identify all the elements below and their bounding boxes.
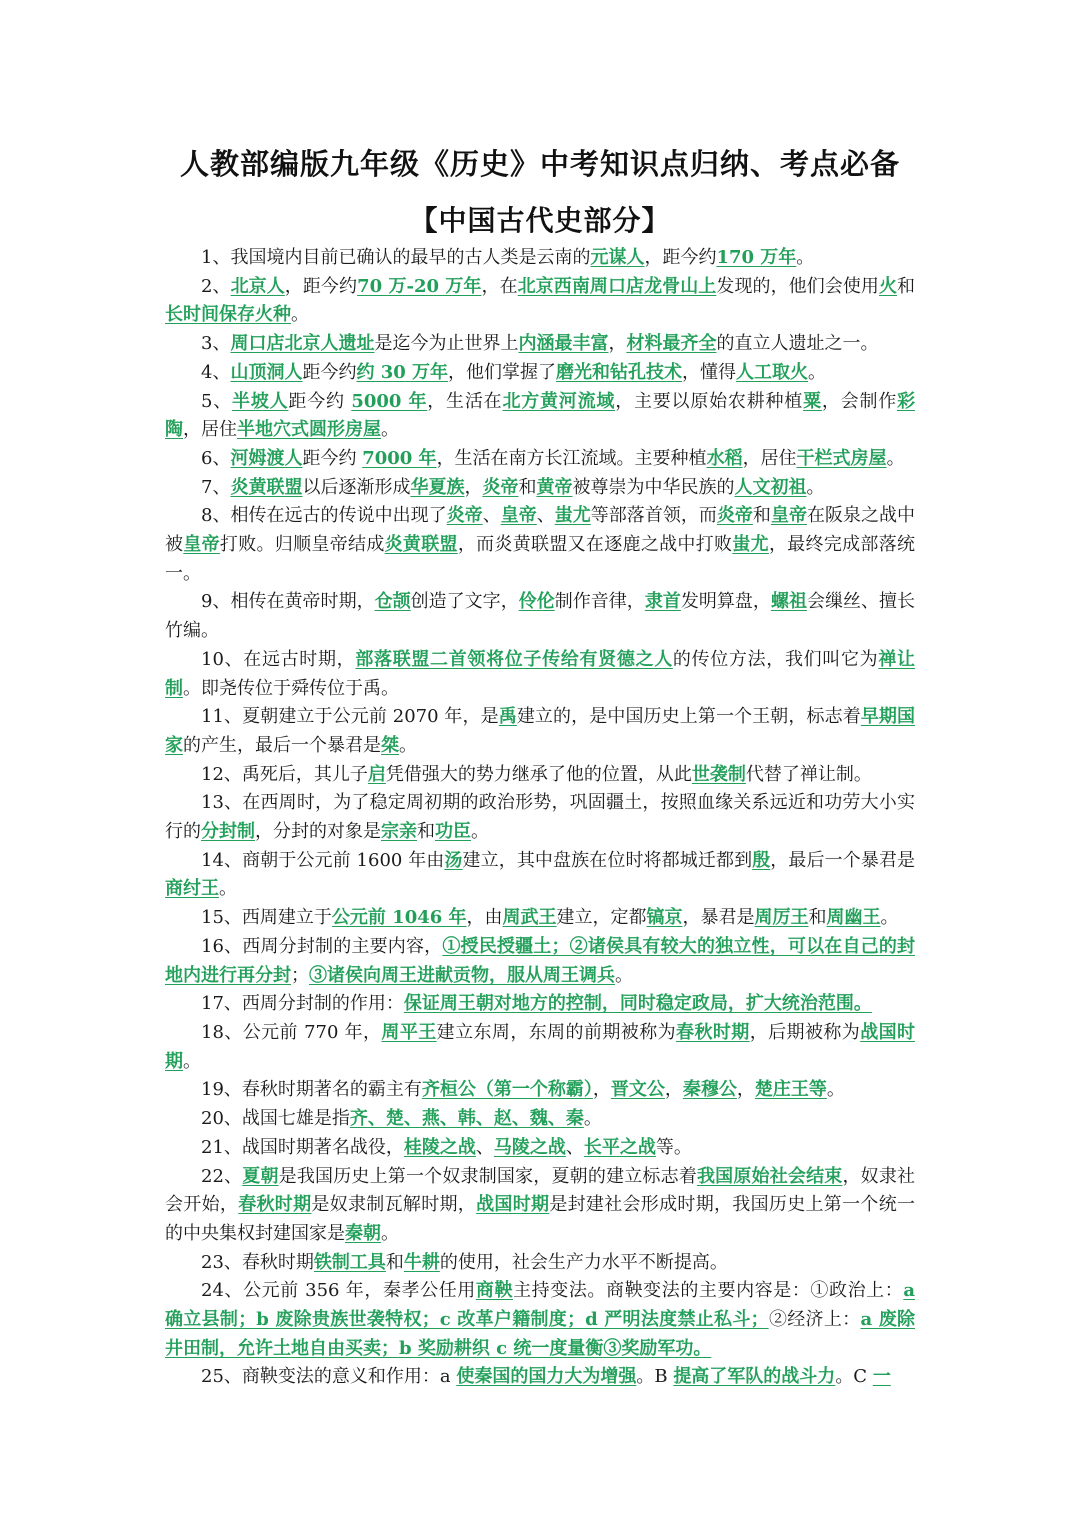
knowledge-point-14	[165, 847, 915, 904]
keyword: 楚庄王等	[754, 1079, 827, 1101]
text: ②经济上：	[768, 1309, 861, 1331]
text: 。	[183, 1050, 201, 1072]
keyword: 分封制	[201, 821, 255, 843]
text: 的直立人遗址之一。	[716, 333, 879, 355]
text: 是封建社会形成时期，我国历史上第一个统一的中央集权封建国家是	[165, 1194, 916, 1244]
knowledge-point-24	[165, 1277, 915, 1363]
keyword: 彩陶	[165, 390, 916, 441]
keyword: 北京西南周口店龙骨山上	[517, 275, 717, 297]
knowledge-point-10	[165, 646, 915, 703]
keyword: 功臣	[435, 821, 471, 843]
keyword: 华夏族	[410, 476, 465, 498]
text: ，后期被称为	[749, 1021, 861, 1043]
text: 。C	[835, 1366, 873, 1388]
knowledge-point-3	[165, 330, 915, 359]
knowledge-point-20	[165, 1105, 915, 1134]
keyword: 牛耕	[403, 1251, 440, 1273]
text: 17、西周分封制的作用：	[201, 993, 404, 1015]
keyword: 火	[878, 275, 898, 297]
text: ，距今约	[284, 275, 358, 297]
keyword: 周幽王	[826, 907, 881, 929]
keyword: 启	[367, 763, 386, 785]
keyword: 部落联盟二首领将位子传给有贤德之人	[355, 648, 673, 670]
keyword: 隶首	[644, 591, 681, 613]
text: 距今约	[288, 390, 352, 412]
text: 。	[291, 304, 309, 326]
keyword: 炎帝	[716, 505, 753, 527]
text: 11、夏朝建立于公元前 2070 年，是	[201, 706, 499, 728]
text: ，在	[481, 275, 518, 297]
text: 1、我国境内目前已确认的最早的古人类是云南的	[201, 247, 591, 268]
text: 。	[806, 476, 825, 498]
keyword: a 确立县制；b 废除贵族世袭特权；c 改革户籍制度；d 严明法度禁止私斗；	[165, 1280, 916, 1331]
knowledge-point-6	[165, 445, 915, 474]
keyword: 内涵最丰富	[518, 333, 609, 355]
text: ；	[291, 964, 309, 986]
keyword: 周武王	[502, 907, 557, 929]
knowledge-point-13	[165, 789, 915, 846]
text: 建立，定都	[556, 907, 647, 929]
text: ，	[608, 333, 627, 355]
text: 。	[886, 447, 905, 469]
text: ，	[592, 1079, 611, 1101]
text: 被尊崇为中华民族的	[572, 476, 735, 498]
text: 建立，其中盘族在位时将都城迁都到	[462, 849, 753, 871]
document-title: 人教部编版九年级《历史》中考知识点归纳、考点必备	[179, 147, 900, 181]
keyword: 提高了军队的战斗力	[673, 1366, 836, 1388]
knowledge-point-22	[165, 1163, 915, 1249]
text: 23、春秋时期	[201, 1251, 314, 1273]
keyword: 170 万年	[716, 247, 797, 268]
text: 24、公元前 356 年，秦孝公任用	[201, 1280, 476, 1302]
text: 16、西周分封制的主要内容，	[201, 935, 443, 957]
keyword: 炎黄联盟	[384, 534, 458, 556]
keyword: 铁制工具	[313, 1251, 386, 1273]
text: 。	[381, 419, 399, 441]
keyword: 河姆渡人	[230, 447, 303, 469]
text: 18、公元前 770 年，	[201, 1021, 382, 1043]
text: 。	[808, 361, 827, 383]
text: 。	[399, 734, 417, 756]
text: 代替了禅让制。	[745, 763, 872, 785]
knowledge-point-5	[165, 388, 915, 445]
keyword: 北方黄河流域	[502, 390, 616, 412]
keyword: 保证周王朝对地方的控制，同时稳定政局，扩大统治范围。	[403, 993, 872, 1015]
keyword: ③诸侯向周王进献贡物，服从周王调兵	[309, 964, 615, 986]
knowledge-point-1	[165, 244, 915, 273]
keyword: 春秋时期	[676, 1021, 750, 1043]
keyword: 齐、楚、燕、韩、赵、魏、秦	[349, 1108, 584, 1130]
text: 建立的，是中国历史上第一个王朝，标志着	[516, 706, 861, 728]
keyword: 磨光和钻孔技术	[556, 361, 683, 383]
knowledge-point-2	[165, 273, 915, 330]
text: 9、相传在黄帝时期，	[201, 591, 375, 613]
keyword: 皇帝	[500, 505, 537, 527]
keyword: 镐京	[646, 907, 683, 929]
text: 22、	[201, 1165, 243, 1187]
knowledge-point-7	[165, 474, 915, 503]
section-heading: 【中国古代史部分】	[409, 204, 671, 237]
text: 和	[897, 275, 916, 297]
text: 。	[826, 1079, 845, 1101]
text: 和	[385, 1251, 404, 1273]
keyword: 战国时期	[476, 1194, 550, 1216]
knowledge-point-4	[165, 359, 915, 388]
text: 。	[381, 1222, 399, 1244]
keyword: 宗亲	[381, 821, 417, 843]
text: ，他们掌握了	[448, 361, 557, 383]
text: ，居住	[742, 447, 797, 469]
knowledge-point-12	[165, 761, 915, 790]
text: 等。	[655, 1136, 692, 1158]
text: 距今约	[302, 361, 357, 383]
knowledge-point-23	[165, 1249, 915, 1278]
text: ，最后一个暴君是	[770, 849, 916, 871]
keyword: 周厉王	[754, 907, 809, 929]
text: ，最终完成部落统一。	[165, 534, 916, 584]
keyword: 公元前 1046 年	[331, 907, 467, 929]
keyword: 禹	[498, 706, 517, 728]
keyword: 早期国家	[165, 706, 916, 756]
text: 15、西周建立于	[201, 907, 332, 929]
keyword: 夏朝	[242, 1165, 279, 1187]
text: 的产生，最后一个暴君是	[183, 734, 381, 756]
knowledge-point-15	[165, 904, 915, 933]
text: ，距今约	[644, 247, 717, 268]
text: 等部落首领，而	[590, 505, 717, 527]
text: 25、商鞅变法的意义和作用：a	[201, 1366, 457, 1388]
keyword: 长时间保存火种	[165, 304, 291, 326]
keyword: 人工取火	[736, 361, 809, 383]
keyword: 仓颉	[374, 591, 411, 613]
keyword: 殷	[752, 849, 771, 871]
keyword: 商鞅	[475, 1280, 514, 1302]
text: 10、在远古时期，	[201, 648, 356, 670]
keyword: 半坡人	[232, 390, 289, 412]
text: 发现的，他们会使用	[716, 275, 879, 297]
keyword: 约 30 万年	[356, 361, 449, 383]
text: 。	[471, 821, 489, 843]
knowledge-point-21	[165, 1134, 915, 1163]
keyword: 禅让制	[165, 648, 916, 699]
text: 。	[219, 878, 237, 900]
text: 、	[475, 1136, 494, 1158]
text: 3、	[201, 333, 231, 355]
keyword: 蚩尤	[732, 534, 769, 556]
text: ，会制作	[821, 390, 898, 412]
knowledge-point-17	[165, 990, 915, 1019]
keyword: 春秋时期	[238, 1194, 312, 1216]
text: 21、战国时期著名战役，	[201, 1136, 404, 1158]
keyword: 桀	[381, 734, 399, 756]
text: 7、	[201, 476, 231, 498]
keyword: 长平之战	[583, 1136, 656, 1158]
text: ，	[736, 1079, 755, 1101]
text: 的使用，社会生产力水平不断提高。	[439, 1251, 728, 1273]
keyword: 桂陵之战	[403, 1136, 476, 1158]
text: 凭借强大的势力继承了他的位置，从此	[385, 763, 692, 785]
keyword: 伶伦	[518, 591, 555, 613]
keyword: 70 万-20 万年	[357, 275, 482, 297]
text: 是我国历史上第一个奴隶制国家，夏朝的建立标志着	[278, 1165, 697, 1187]
text: 。B	[636, 1366, 674, 1388]
keyword: 战国时期	[165, 1021, 916, 1072]
text: ，暴君是	[682, 907, 755, 929]
text: 发明算盘，	[680, 591, 771, 613]
keyword: 世袭制	[691, 763, 746, 785]
text: 和	[808, 907, 827, 929]
text: 距今约	[302, 447, 363, 469]
text: 和	[417, 821, 435, 843]
text: 4、	[201, 361, 231, 383]
keyword: 黄帝	[536, 476, 573, 498]
keyword: 晋文公	[610, 1079, 665, 1101]
text: 、	[482, 505, 501, 527]
keyword: 一	[872, 1366, 891, 1388]
keyword: 螺祖	[770, 591, 807, 613]
text: ，	[664, 1079, 683, 1101]
knowledge-point-9	[165, 588, 915, 645]
text: 。	[583, 1108, 602, 1130]
text: 19、春秋时期著名的霸主有	[201, 1079, 422, 1101]
text: 、	[565, 1136, 584, 1158]
text: 和	[518, 476, 537, 498]
text: ，懂得	[682, 361, 737, 383]
text: 的传位方法，我们叫它为	[672, 648, 879, 670]
keyword: 山顶洞人	[230, 361, 303, 383]
text: 在阪泉之战中被	[165, 505, 916, 556]
keyword: 粟	[803, 390, 822, 412]
keyword: 干栏式房屋	[796, 447, 887, 469]
keyword: 周平王	[381, 1021, 437, 1043]
text: ，生活在南方长江流域。主要种植	[436, 447, 707, 469]
text: 、	[536, 505, 555, 527]
keyword: 周口店北京人遗址	[230, 333, 375, 355]
keyword: 秦穆公	[682, 1079, 737, 1101]
keyword: a 废除井田制，允许土地自由买卖；b 奖励耕织 c 统一度量衡③奖励军功。	[165, 1309, 915, 1359]
keyword: 马陵之战	[493, 1136, 566, 1158]
text: 。即尧传位于舜传位于禹。	[183, 677, 399, 699]
knowledge-points	[165, 244, 915, 1392]
knowledge-point-8	[165, 502, 915, 588]
text: 13、在西周时，为了稳定周初期的政治形势，巩固疆土，按照血缘关系远近和功劳大小实行的	[165, 792, 915, 843]
keyword: 5000 年	[351, 390, 428, 412]
keyword: 齐桓公（第一个称霸）	[421, 1079, 593, 1101]
keyword: 元谋人	[590, 247, 645, 268]
text: ，分封的对象是	[255, 821, 381, 843]
keyword: 我国原始社会结束	[696, 1165, 843, 1187]
text: 14、商朝于公元前 1600 年由	[201, 849, 445, 871]
text: ，主要以原始农耕种植	[615, 390, 804, 412]
knowledge-point-18	[165, 1019, 915, 1076]
knowledge-point-16	[165, 933, 915, 990]
keyword: 汤	[444, 849, 463, 871]
text: 建立东周，东周的前期被称为	[436, 1021, 677, 1043]
keyword: 材料最齐全	[626, 333, 717, 355]
knowledge-point-19	[165, 1076, 915, 1105]
keyword: 炎黄联盟	[230, 476, 303, 498]
text: ，由	[466, 907, 503, 929]
keyword: 北京人	[230, 275, 285, 297]
text: 12、禹死后，其儿子	[201, 763, 368, 785]
text: 以后逐渐形成	[302, 476, 411, 498]
text: 2、	[201, 275, 231, 297]
keyword: 蚩尤	[554, 505, 591, 527]
keyword: 水稻	[706, 447, 743, 469]
keyword: 皇帝	[770, 505, 807, 527]
text: ，居住	[183, 419, 237, 441]
text: 和	[752, 505, 771, 527]
keyword: 秦朝	[345, 1222, 381, 1244]
text: 。	[880, 907, 899, 929]
text: ，生活在	[427, 390, 503, 412]
keyword: ①授民授疆土；②诸侯具有较大的独立性，可以在自己的封地内进行再分封	[165, 935, 916, 986]
text: 6、	[201, 447, 231, 469]
text: ，奴隶社会开始，	[165, 1165, 916, 1216]
keyword: 炎帝	[446, 505, 483, 527]
knowledge-point-25	[165, 1363, 915, 1392]
text: 制作音律，	[554, 591, 645, 613]
keyword: 炎帝	[482, 476, 519, 498]
text: 是迄今为止世界上	[374, 333, 519, 355]
text: 5、	[201, 390, 233, 412]
text: 8、相传在远古的传说中出现了	[201, 505, 447, 527]
text: 。	[615, 964, 633, 986]
text: ，	[464, 476, 483, 498]
text: ，而炎黄联盟又在逐鹿之战中打败	[457, 534, 733, 556]
keyword: 7000 年	[362, 447, 437, 469]
text: 打败。归顺皇帝结成	[219, 534, 385, 556]
text: 会缫丝、擅长竹编。	[165, 591, 916, 642]
keyword: 商纣王	[165, 878, 219, 900]
keyword: 皇帝	[183, 534, 220, 556]
text: 主持变法。商鞅变法的主要内容是：①政治上：	[513, 1280, 904, 1302]
keyword: 使秦国的国力大为增强	[456, 1366, 637, 1388]
text: 。	[796, 247, 815, 268]
keyword: 人文初祖	[734, 476, 807, 498]
keyword: 半地穴式圆形房屋	[237, 419, 381, 441]
text: 20、战国七雄是指	[201, 1108, 350, 1130]
knowledge-point-11	[165, 703, 915, 760]
text: 是奴隶制瓦解时期，	[311, 1194, 477, 1216]
text: 创造了文字，	[410, 591, 519, 613]
